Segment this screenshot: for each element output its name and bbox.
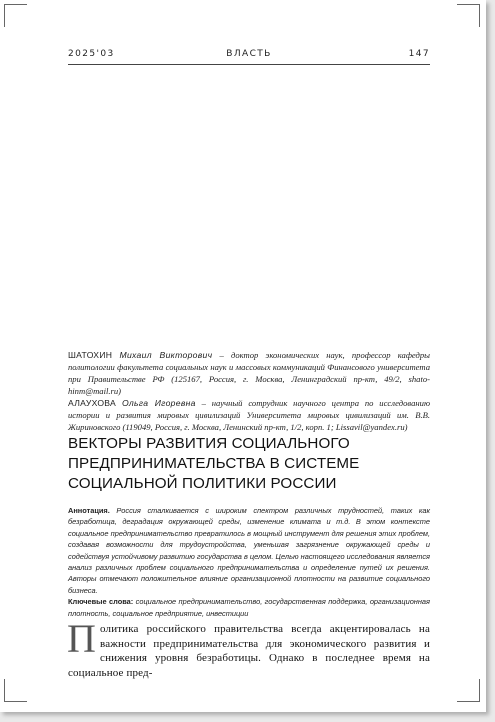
crop-mark-top-left — [4, 4, 27, 27]
page-number: 147 — [408, 49, 430, 59]
issue-number: 2025'03 — [68, 49, 115, 59]
author-2 — [68, 397, 430, 433]
body-paragraph: олитика российского правительства всегда акцентировалась на важности предпринимательства для экономического развития и снижения уровня безработицы. Однако в последнее время на социальное пред- — [68, 623, 430, 679]
journal-name: ВЛАСТЬ — [226, 49, 272, 59]
crop-mark-bottom-left — [4, 679, 27, 702]
title-line: СОЦИАЛЬНОЙ ПОЛИТИКИ РОССИИ — [68, 475, 337, 492]
author-description: – доктор экономических наук, профессор кафедры политологии факультета социальных наук и массовых коммуникаций Финансового университета при Правительстве РФ (125167, Россия, г. Москва, Ленинградский пр-кт, 49/2, shato-hinm@mail.ru) — [68, 350, 430, 396]
author-info — [68, 349, 430, 433]
abstract-block — [68, 505, 430, 619]
keywords-text: социальное предпринимательство, государственная поддержка, организационная плотность, социальное предприятие, инвестиции — [68, 597, 430, 618]
keywords-label: Ключевые слова: — [68, 597, 134, 607]
author-1 — [68, 349, 430, 397]
crop-mark-bottom-right — [457, 679, 480, 702]
header-rule — [68, 64, 430, 65]
abstract-text: Россия сталкивается с широким спектром различных трудностей, таких как безработица, деградация окружающей среды, изменение климата и т.д. В этом контексте социальное предпринимательство превратилось в мощный инструмент для решения этих проблем, создавая возможности для трудоустройства, уменьшая загрязнение окружающей среды и содействуя устойчивому развитию государства в целом. Целью настоящего исследования является анализ различных проблем социального предпринимательства и определение путей их решения. Авторы отмечают положительное влияние организационной плотности на развитие социального бизнеса. — [68, 506, 430, 595]
abstract-label: Аннотация. — [68, 506, 110, 515]
abstract — [68, 505, 430, 596]
article-title — [68, 434, 430, 494]
title-line: ПРЕДПРИНИМАТЕЛЬСТВА В СИСТЕМЕ — [68, 455, 360, 472]
title-line: ВЕКТОРЫ РАЗВИТИЯ СОЦИАЛЬНОГО — [68, 435, 350, 452]
drop-cap: П — [67, 616, 97, 661]
author-surname: ШАТОХИН — [68, 350, 113, 360]
author-description: – научный сотрудник научного центра по исследованию истории и развития мировых цивилизаций Университета мировых цивилизаций им. В.В. Жириновского (119049, Россия, г. Москва, Ленинский пр-кт, 1/2, корп. 1; Lissavil@yandex.ru) — [68, 398, 430, 432]
author-given-names: Михаил Викторович — [119, 350, 213, 360]
crop-mark-top-right — [457, 4, 480, 27]
keywords — [68, 596, 430, 619]
author-given-names: Ольга Игоревна — [121, 398, 196, 408]
author-surname: АЛАУХОВА — [68, 398, 117, 408]
article-body — [67, 616, 430, 680]
running-header — [68, 49, 430, 63]
